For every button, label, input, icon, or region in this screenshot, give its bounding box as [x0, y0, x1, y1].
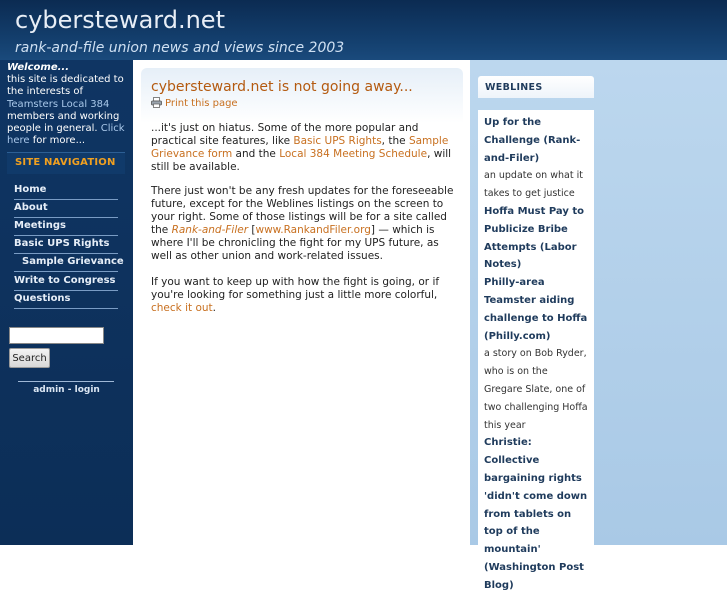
p1-text-c: and the: [235, 148, 276, 160]
click-here-link[interactable]: Click here: [7, 123, 125, 147]
login-link[interactable]: login: [74, 385, 100, 395]
p2-text-c: ] — which is where I'll be chronicling the fight for my UPS future, as well as other union and work-related issues.: [151, 224, 439, 262]
post-paragraph-3: [151, 276, 456, 315]
site-navigation-heading: SITE NAVIGATION: [15, 157, 116, 168]
weblines-link-2[interactable]: Hoffa Must Pay to Publicize Bribe Attempts (Labor Notes): [484, 205, 585, 271]
right-sidebar: [470, 60, 727, 591]
nav-item-meetings[interactable]: Meetings: [14, 218, 118, 236]
nav-item-basic-ups-rights[interactable]: Basic UPS Rights: [14, 236, 118, 254]
search-input[interactable]: [9, 327, 104, 344]
rank-and-filer-link[interactable]: Rank-and-Filer: [171, 224, 249, 236]
sidebar-divider: [18, 381, 114, 382]
site-header: [0, 0, 727, 60]
weblines-link-3[interactable]: Philly-area Teamster aiding challenge to Hoffa (Philly.com): [484, 277, 588, 342]
left-sidebar: [0, 60, 133, 545]
nav-item-questions[interactable]: Questions: [14, 291, 118, 309]
basic-ups-rights-link[interactable]: Basic UPS Rights: [293, 135, 382, 147]
admin-login-line: [0, 385, 133, 395]
weblines-link-1[interactable]: Up for the Challenge (Rank-and-Filer): [484, 117, 581, 164]
p2-text-b: [: [251, 224, 256, 236]
weblines-link-4[interactable]: Christie: Collective bargaining rights 'didn't come down from tablets on top of the mountain' (Washington Post Blog): [484, 437, 588, 591]
p3-text-b: .: [212, 302, 216, 314]
site-tagline: rank-and-file union news and views since 2003: [15, 40, 345, 56]
site-navigation-header: [7, 152, 125, 174]
search-button[interactable]: Search: [9, 348, 50, 368]
weblines-desc-1: an update on what it takes to get justice: [484, 170, 583, 200]
admin-link[interactable]: admin: [33, 385, 65, 395]
weblines-header: [478, 76, 594, 98]
sample-grievance-link[interactable]: Sample Grievance form: [151, 135, 449, 160]
print-page-link[interactable]: Print this page: [165, 98, 238, 109]
p2-text-a: There just won't be any fresh updates for the foreseeable future, except for the Weblines listings on the screen to your right. Some of those listings will be for a site called the: [151, 185, 454, 236]
rankandfiler-url-link[interactable]: www.RankandFiler.org: [255, 224, 371, 236]
check-it-out-link[interactable]: check it out: [151, 302, 213, 314]
main-content: [133, 60, 470, 545]
teamsters-local-link[interactable]: Teamsters Local 384: [7, 98, 110, 110]
weblines-title: WEBLINES: [485, 82, 543, 93]
weblines-list: [478, 110, 594, 591]
p1-text-b: , the: [381, 135, 406, 147]
nav-item-home[interactable]: Home: [14, 182, 118, 200]
nav-item-about[interactable]: About: [14, 200, 118, 218]
weblines-desc-3: a story on Bob Ryder, who is on the Gregare Slate, one of two challenging Hoffa this year: [484, 348, 588, 431]
post-paragraph-1: [151, 122, 456, 174]
welcome-heading: Welcome...: [7, 62, 69, 73]
welcome-text-3: for more...: [32, 135, 86, 147]
printer-icon[interactable]: [151, 97, 162, 108]
welcome-text-2: members and working people in general.: [7, 110, 120, 135]
nav-item-write-to-congress[interactable]: Write to Congress: [14, 273, 118, 291]
admin-separator: -: [67, 385, 72, 395]
site-title[interactable]: cybersteward.net: [15, 6, 225, 34]
p1-text-d: , will still be available.: [151, 148, 452, 173]
meeting-schedule-link[interactable]: Local 384 Meeting Schedule: [279, 148, 428, 160]
p1-text-a: ...it's just on hiatus. Some of the more popular and practical site features, like: [151, 122, 419, 147]
post-title[interactable]: cybersteward.net is not going away...: [151, 79, 413, 95]
post-paragraph-2: [151, 185, 456, 263]
p3-text-a: If you want to keep up with how the fight is going, or if you're looking for something just a little more colorful,: [151, 276, 440, 301]
welcome-text: this site is dedicated to the interests of: [7, 74, 124, 98]
nav-item-sample-grievance[interactable]: Sample Grievance: [14, 254, 118, 272]
welcome-blurb: [7, 62, 131, 147]
